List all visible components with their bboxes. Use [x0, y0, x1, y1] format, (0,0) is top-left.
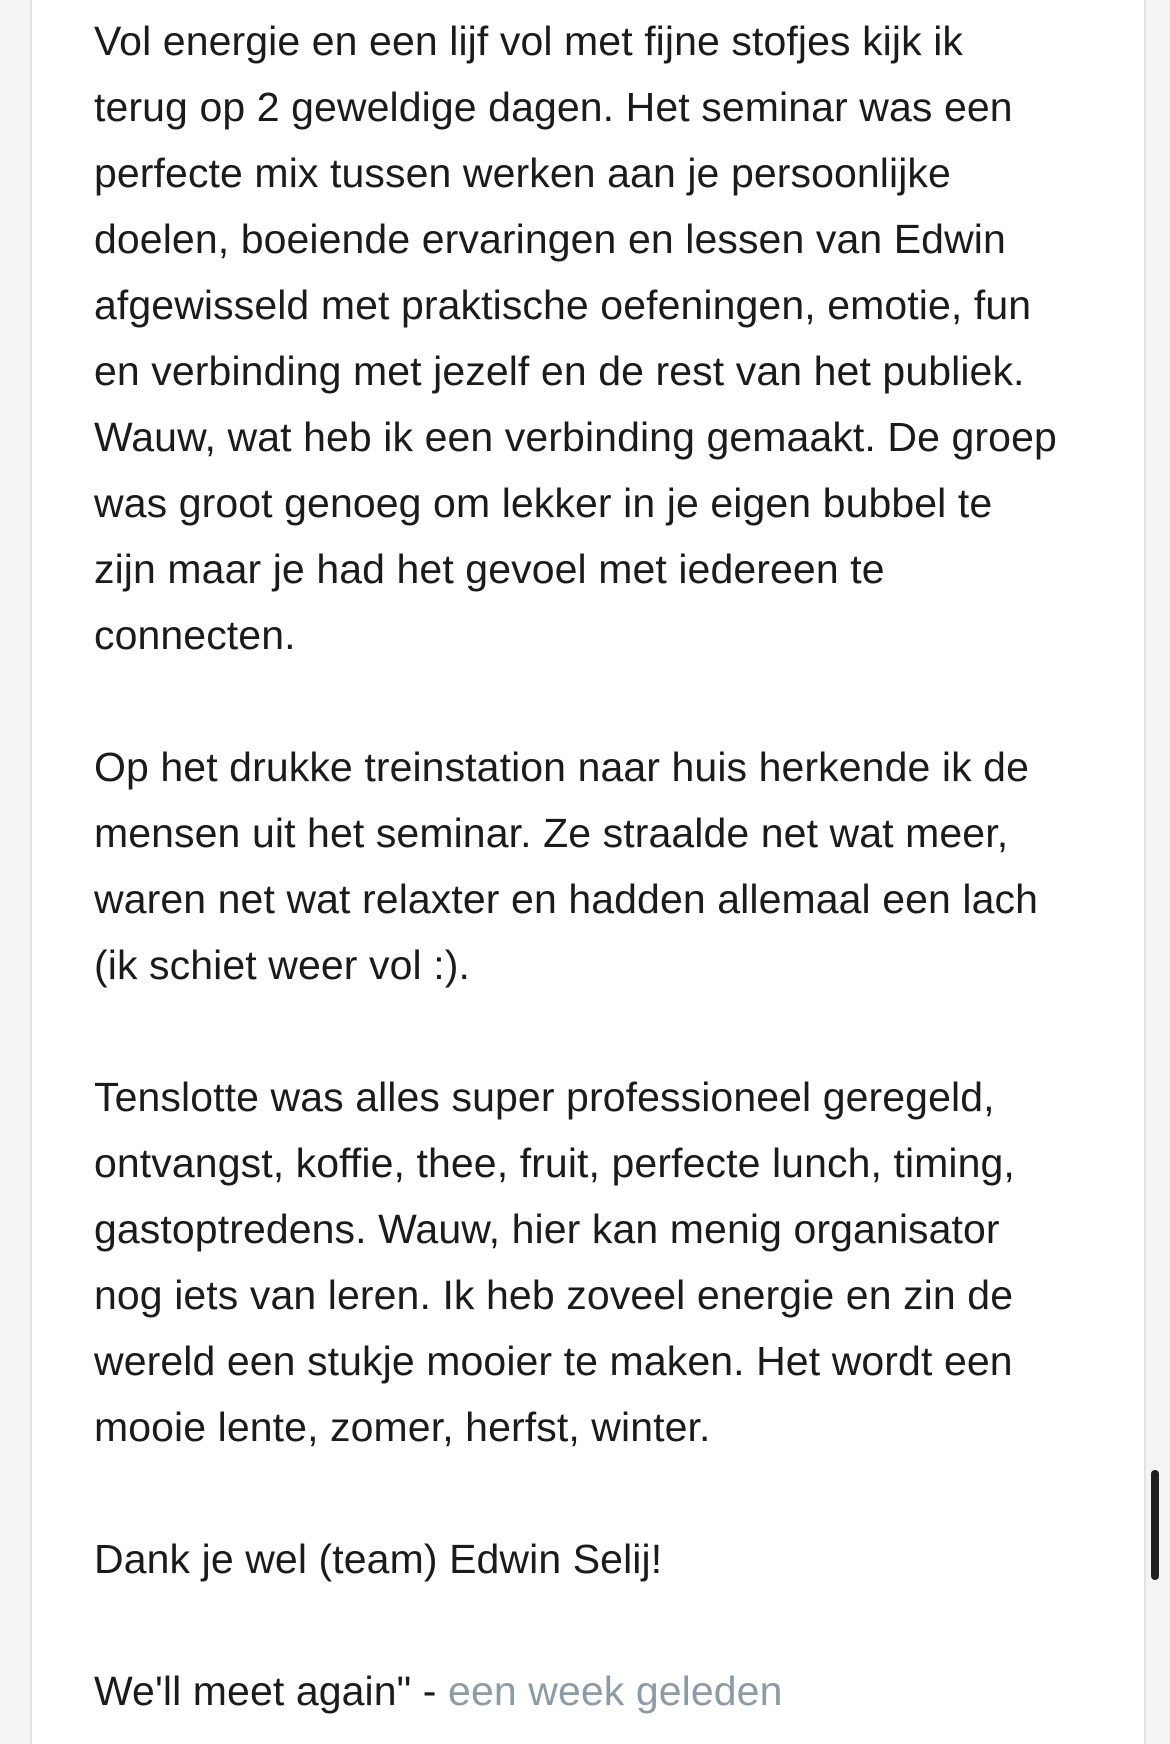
review-closing-text: We'll meet again" - [94, 1668, 449, 1714]
scrollbar-thumb[interactable] [1151, 1470, 1159, 1580]
review-paragraph-3: Tenslotte was alles super professioneel geregeld, ontvangst, koffie, thee, fruit, perfecte lunch, timing, gastoptredens. Wauw, hier kan menig organisator nog iets van leren. Ik heb zoveel energie en zin de wereld een stukje mooier te maken. Het wordt een mooie lente, zomer, herfst, winter. [94, 1074, 1015, 1450]
review-paragraph-4: Dank je wel (team) Edwin Selij! [94, 1536, 663, 1582]
review-timestamp: een week geleden [448, 1668, 783, 1714]
review-text [94, 8, 1104, 1724]
review-card [30, 0, 1146, 1744]
review-paragraph-1: Vol energie en een lijf vol met fijne stofjes kijk ik terug op 2 geweldige dagen. Het seminar was een perfecte mix tussen werken aan je persoonlijke doelen, boeiende ervaringen en lessen van Edwin afgewisseld met praktische oefeningen, emotie, fun en verbinding met jezelf en de rest van het publiek. Wauw, wat heb ik een verbinding gemaakt. De groep was groot genoeg om lekker in je eigen bubbel te zijn maar je had het gevoel met iedereen te connecten. [94, 18, 1057, 658]
review-paragraph-2: Op het drukke treinstation naar huis herkende ik de mensen uit het seminar. Ze straalde net wat meer, waren net wat relaxter en hadden allemaal een lach (ik schiet weer vol :). [94, 744, 1039, 988]
review-closing-line [94, 1658, 1104, 1724]
